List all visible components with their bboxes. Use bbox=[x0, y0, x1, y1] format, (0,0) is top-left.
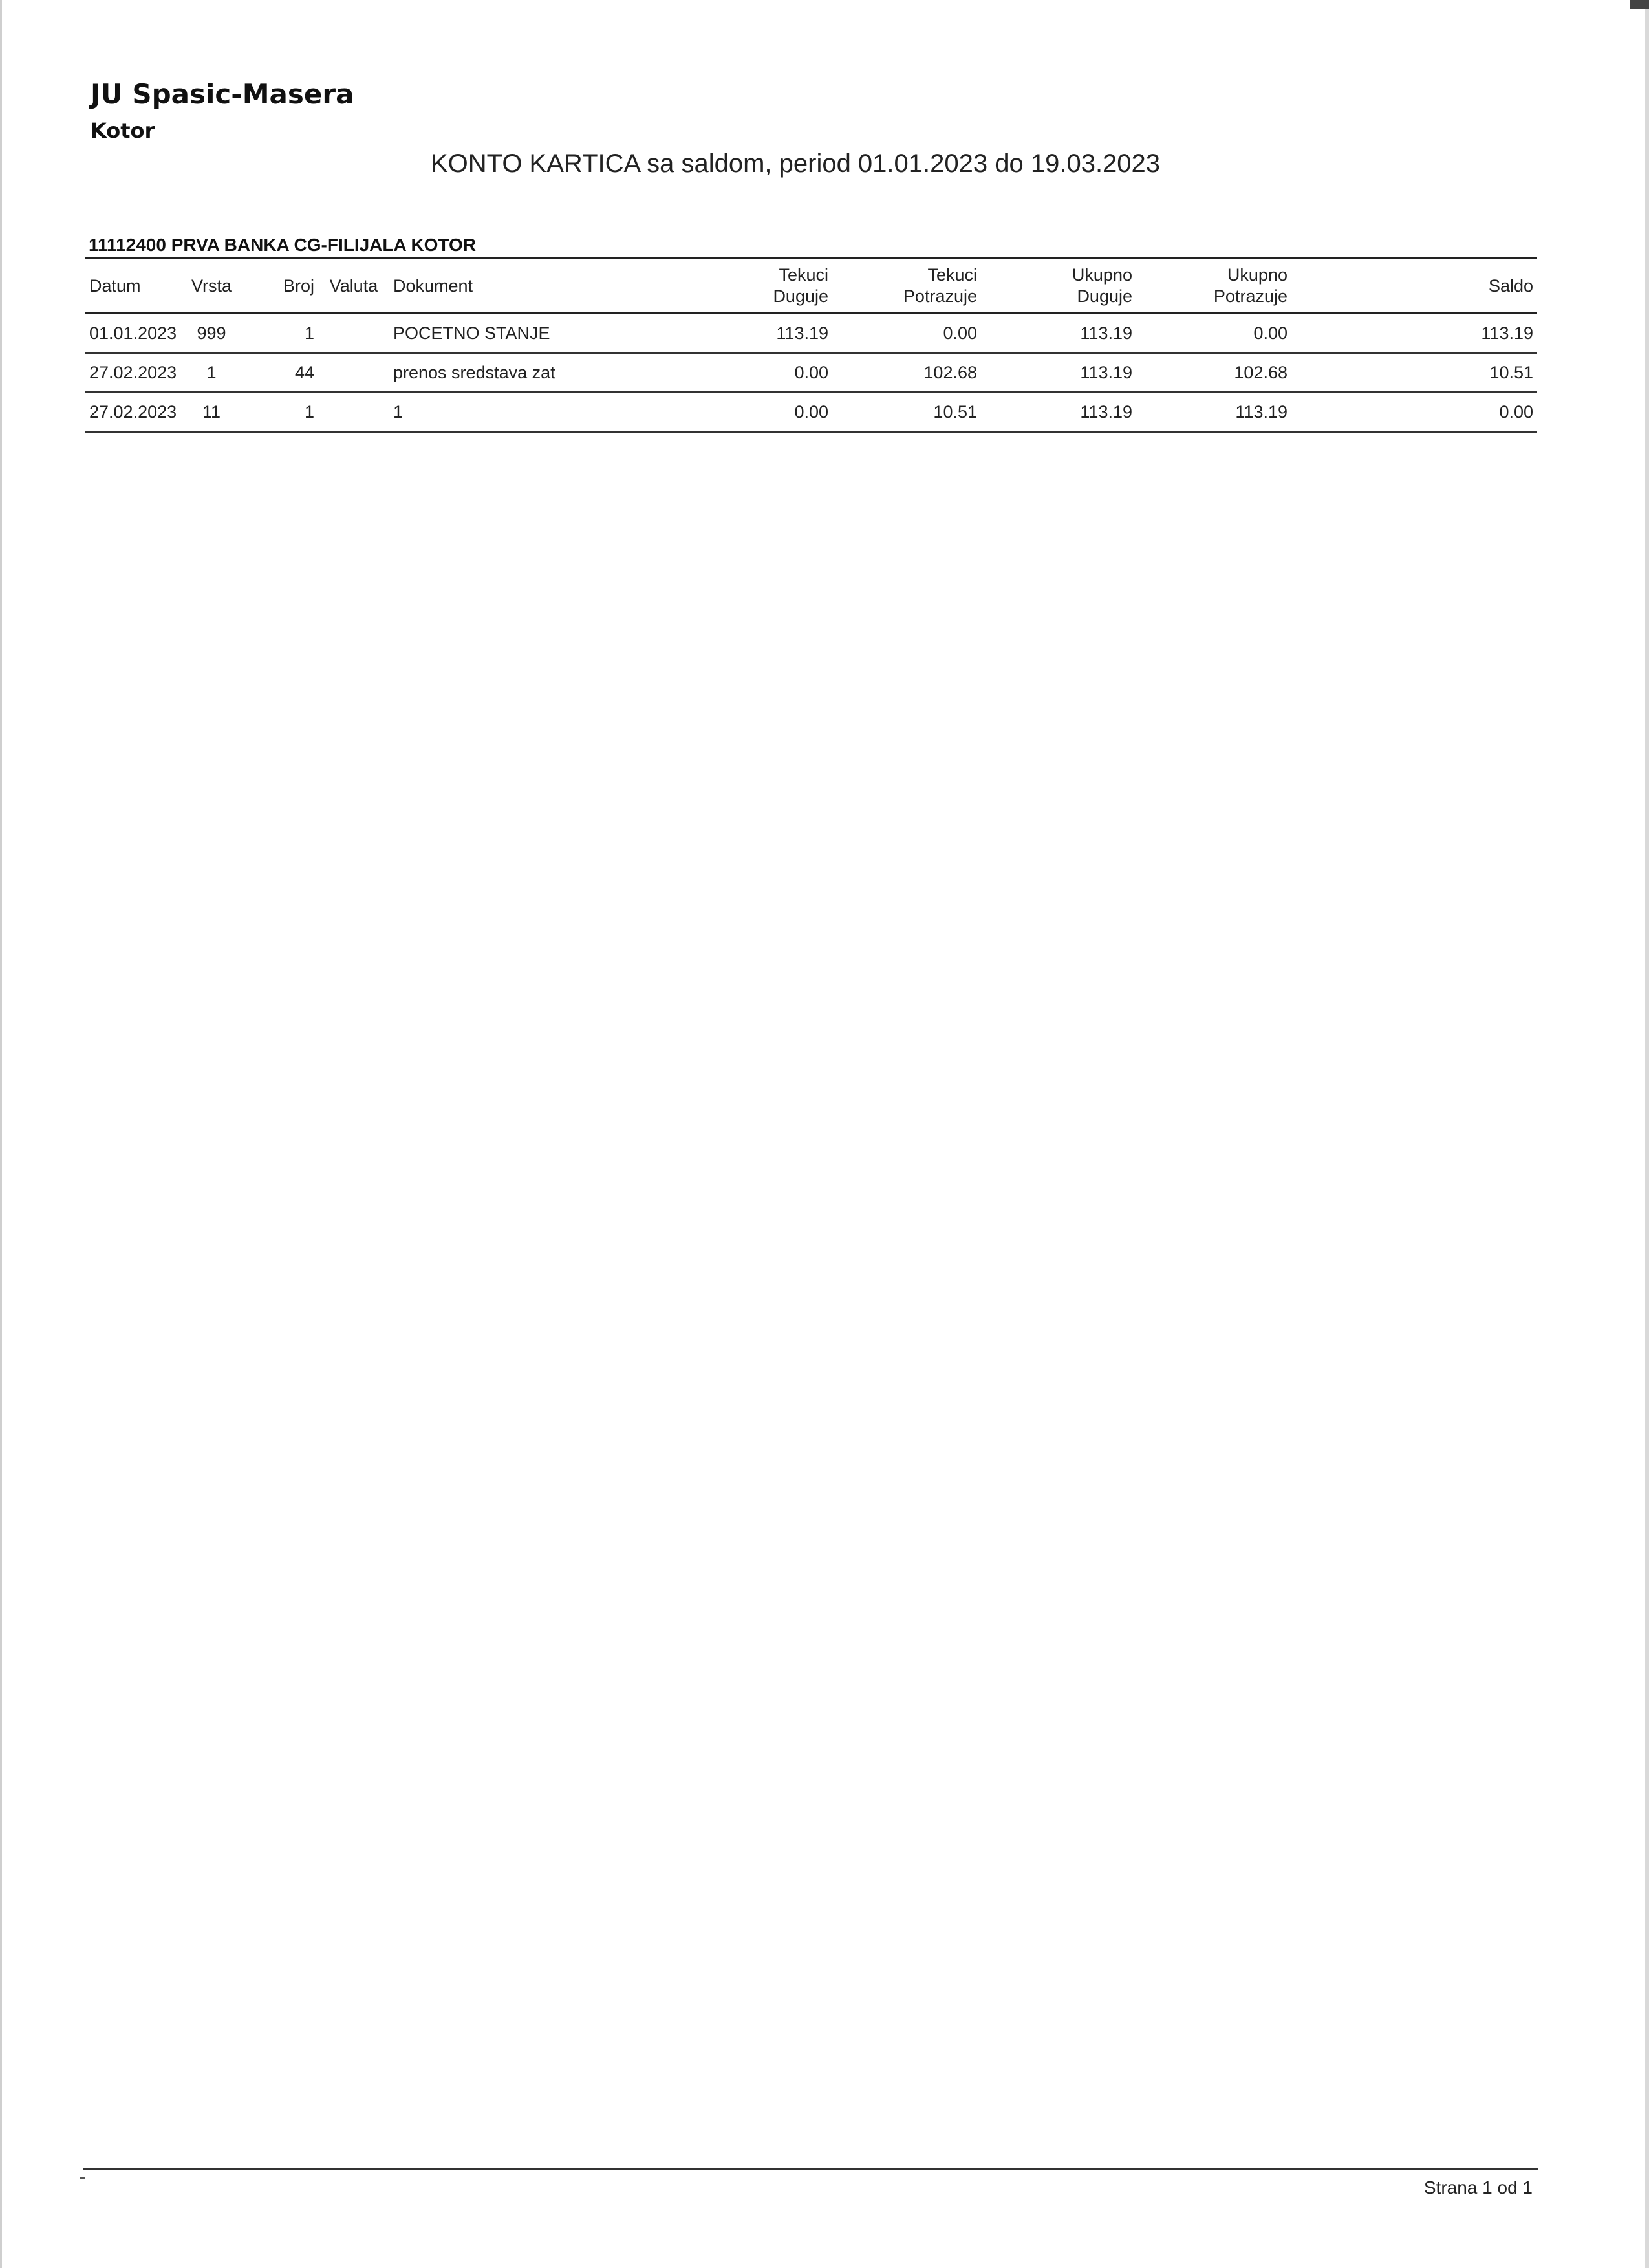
table-row bbox=[85, 353, 1537, 393]
footer-mark bbox=[80, 2177, 85, 2179]
cell-ukupno-duguje: 113.19 bbox=[981, 393, 1136, 432]
col-header-dokument: Dokument bbox=[389, 259, 729, 314]
scan-right-edge bbox=[1645, 0, 1649, 2268]
scan-left-edge bbox=[0, 0, 2, 2268]
cell-saldo: 0.00 bbox=[1291, 393, 1537, 432]
cell-tekuci-duguje: 113.19 bbox=[729, 314, 832, 353]
col-header-ukupno-duguje bbox=[981, 259, 1136, 314]
col-header-tekuci-potrazuje-line2: Potrazuje bbox=[903, 286, 977, 306]
cell-datum: 27.02.2023 bbox=[85, 393, 176, 432]
company-city: Kotor bbox=[91, 118, 155, 143]
cell-saldo: 113.19 bbox=[1291, 314, 1537, 353]
report-title: KONTO KARTICA sa saldom, period 01.01.2023 do 19.03.2023 bbox=[430, 149, 1161, 178]
col-header-ukupno-potrazuje-line2: Potrazuje bbox=[1213, 286, 1288, 306]
table-row bbox=[85, 314, 1537, 353]
cell-ukupno-potrazuje: 113.19 bbox=[1136, 393, 1291, 432]
col-header-vrsta: Vrsta bbox=[176, 259, 247, 314]
cell-ukupno-potrazuje: 0.00 bbox=[1136, 314, 1291, 353]
account-heading: 11112400 PRVA BANKA CG-FILIJALA KOTOR bbox=[89, 235, 477, 255]
cell-datum: 01.01.2023 bbox=[85, 314, 176, 353]
cell-broj: 1 bbox=[247, 314, 318, 353]
cell-dokument: prenos sredstava zat bbox=[389, 353, 729, 393]
cell-tekuci-duguje: 0.00 bbox=[729, 353, 832, 393]
col-header-ukupno-duguje-line2: Duguje bbox=[1077, 286, 1132, 306]
cell-valuta bbox=[318, 353, 389, 393]
col-header-ukupno-potrazuje bbox=[1136, 259, 1291, 314]
ledger-table bbox=[85, 257, 1537, 433]
cell-vrsta: 999 bbox=[176, 314, 247, 353]
col-header-ukupno-potrazuje-line1: Ukupno bbox=[1227, 265, 1288, 285]
col-header-broj: Broj bbox=[247, 259, 318, 314]
col-header-valuta: Valuta bbox=[318, 259, 389, 314]
col-header-datum: Datum bbox=[85, 259, 176, 314]
scan-corner-mark bbox=[1630, 0, 1649, 9]
col-header-tekuci-duguje-line1: Tekuci bbox=[779, 265, 828, 285]
cell-saldo: 10.51 bbox=[1291, 353, 1537, 393]
cell-tekuci-duguje: 0.00 bbox=[729, 393, 832, 432]
cell-valuta bbox=[318, 314, 389, 353]
company-name: JU Spasic-Masera bbox=[91, 78, 354, 110]
col-header-saldo: Saldo bbox=[1291, 259, 1537, 314]
cell-ukupno-duguje: 113.19 bbox=[981, 353, 1136, 393]
col-header-tekuci-duguje bbox=[729, 259, 832, 314]
col-header-tekuci-duguje-line2: Duguje bbox=[773, 286, 828, 306]
cell-valuta bbox=[318, 393, 389, 432]
cell-dokument: 1 bbox=[389, 393, 729, 432]
company-block bbox=[91, 78, 354, 145]
page-number: Strana 1 od 1 bbox=[1423, 2177, 1533, 2198]
cell-tekuci-potrazuje: 102.68 bbox=[832, 353, 981, 393]
col-header-tekuci-potrazuje bbox=[832, 259, 981, 314]
col-header-ukupno-duguje-line1: Ukupno bbox=[1072, 265, 1132, 285]
cell-broj: 1 bbox=[247, 393, 318, 432]
cell-vrsta: 11 bbox=[176, 393, 247, 432]
cell-datum: 27.02.2023 bbox=[85, 353, 176, 393]
cell-ukupno-potrazuje: 102.68 bbox=[1136, 353, 1291, 393]
cell-ukupno-duguje: 113.19 bbox=[981, 314, 1136, 353]
cell-broj: 44 bbox=[247, 353, 318, 393]
cell-tekuci-potrazuje: 10.51 bbox=[832, 393, 981, 432]
footer-rule bbox=[83, 2168, 1538, 2170]
table-header-row bbox=[85, 259, 1537, 314]
cell-dokument: POCETNO STANJE bbox=[389, 314, 729, 353]
col-header-tekuci-potrazuje-line1: Tekuci bbox=[927, 265, 977, 285]
cell-vrsta: 1 bbox=[176, 353, 247, 393]
table-row bbox=[85, 393, 1537, 432]
cell-tekuci-potrazuje: 0.00 bbox=[832, 314, 981, 353]
